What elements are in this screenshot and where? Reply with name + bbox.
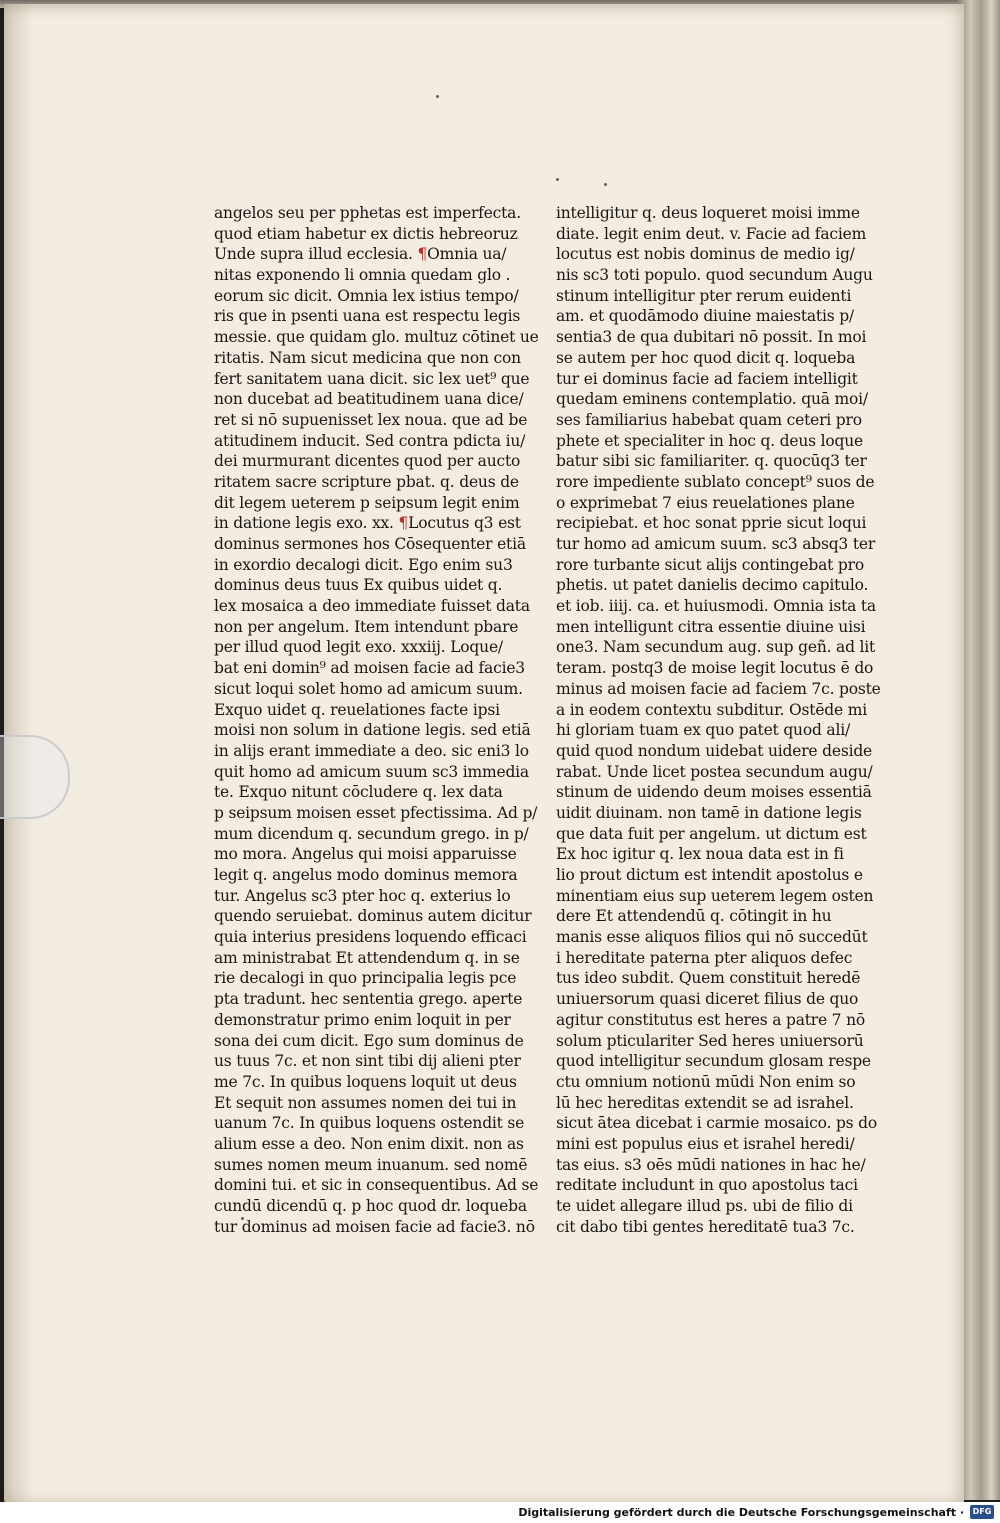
text-line: am ministrabat Et attendendum q. in se [214,948,520,967]
text-line: sicut loqui solet homo ad amicum suum. [214,679,523,698]
text-line: stinum de uidendo deum moises essentiā [556,783,872,802]
text-line: demonstratur primo enim loquit in per [214,1010,511,1029]
text-line: cit dabo tibi gentes hereditatē tua3 7c. [556,1217,855,1236]
text-line: pta tradunt. hec sententia grego. aperte [214,990,523,1009]
book-page-stack [958,0,1000,1500]
text-line: stinum intelligitur pter rerum euidenti [556,286,852,305]
text-line: ris que in psenti uana est respectu legis [214,307,521,326]
text-line: que data fuit per angelum. ut dictum est [556,824,867,843]
text-line: rore turbante sicut alijs contingebat pro [556,555,864,574]
text-line: angelos seu per pphetas est imperfecta. [214,204,521,222]
rubric-mark: ¶ [417,245,428,264]
text-line: p seipsum moisen esset pfectissima. Ad p/ [214,803,538,822]
text-line: ses familiarius habebat quam ceteri pro [556,410,862,429]
text-line: eorum sic dicit. Omnia lex istius tempo/ [214,286,519,305]
text-line: cundū dicendū q. p hoc quod dr. loqueba [214,1197,527,1215]
paper-speck [604,183,607,186]
text-line: dominus deus tuus Ex quibus uidet q. [214,576,503,595]
text-line: nis sc3 toti populo. quod secundum Augu [556,266,873,285]
text-line: batur sibi sic familiariter. q. quocūq3 ter [556,452,867,471]
text-line: quid quod nondum uidebat uidere deside [556,741,873,760]
text-line: phete et specialiter in hoc q. deus loque [556,431,864,450]
text-column-right [556,203,881,1237]
text-line: messie. que quidam glo. multuz cōtinet ue [214,328,539,347]
text-line: ctu omnium notionū mūdi Non enim so [556,1072,856,1091]
text-line: uidit diuinam. non tamē in datione legis [556,803,862,822]
text-line: bat eni domin⁹ ad moisen facie ad facie3 [214,659,525,678]
text-line: Et sequit non assumes nomen dei tui in [214,1093,517,1112]
text-line: solum pticulariter Sed heres uniuersorū [556,1031,864,1050]
text-line: sicut ātea dicebat i carmie mosaico. ps do [556,1114,877,1133]
text-line: dominus sermones hos Cōsequenter etiā [214,535,526,553]
text-line: sumes nomen meum inuanum. sed nomē [214,1155,528,1174]
text-line: dit legem ueterem p seipsum legit enim [214,493,520,512]
text-line: quit homo ad amicum suum sc3 immedia [214,762,529,781]
text-line: phetis. ut patet danielis decimo capitulo. [556,576,869,595]
text-line: me 7c. In quibus loquens loquit ut deus [214,1072,517,1091]
text-line: agitur constitutus est heres a patre 7 nō [556,1010,865,1029]
text-line: a in eodem contextu subditur. Ostēde mi [556,700,867,719]
text-line: in alijs erant immediate a deo. sic eni3 lo [214,741,529,760]
text-line: recipiebat. et hoc sonat pprie sicut loqui [556,514,867,533]
text-line: lex mosaica a deo immediate fuisset data [214,597,530,616]
text-line: minus ad moisen facie ad faciem 7c. poste [556,679,881,698]
text-line: us tuus 7c. et non sint tibi dij alieni pter [214,1052,521,1071]
text-line: quod etiam habetur ex dictis hebreoruz [214,224,518,243]
text-line: locutus est nobis dominus de medio ig/ [556,245,855,264]
text-line: am. et quodāmodo diuine maiestatis p/ [556,307,854,326]
text-line: in datione legis exo. xx. ¶Locutus q3 est [214,514,521,533]
rubric-mark: ¶ [398,514,409,533]
text-line: Ex hoc igitur q. lex noua data est in fi [556,845,844,864]
text-line: uniuersorum quasi diceret filius de quo [556,990,859,1009]
text-line: per illud quod legit exo. xxxiij. Loque/ [214,638,503,657]
text-line: tur. Angelus sc3 pter hoc q. exterius lo [214,886,511,905]
text-line: mum dicendum q. secundum grego. in p/ [214,824,529,843]
text-line: quia interius presidens loquendo efficaci [214,928,527,947]
text-line: diate. legit enim deut. v. Facie ad faciem [556,224,867,243]
text-line: dere Et attendendū q. cōtingit in hu [556,907,832,926]
text-line: tur ei dominus facie ad faciem intelligit [556,369,858,388]
text-line: rabat. Unde licet postea secundum augu/ [556,762,873,781]
text-line: tas eius. s3 oēs mūdi nationes in hac he/ [556,1155,866,1174]
paper-speck [436,95,439,98]
paper-speck [556,178,559,181]
text-line: moisi non solum in datione legis. sed etiā [214,721,531,740]
text-line: hi gloriam tuam ex quo patet quod ali/ [556,721,850,740]
text-line: Exquo uidet q. reuelationes facte ipsi [214,700,500,719]
text-line: dei murmurant dicentes quod per aucto [214,452,521,471]
text-line: men intelligunt citra essentie diuine uisi [556,617,866,636]
text-line: quendo seruiebat. dominus autem dicitur [214,907,532,926]
text-line: o exprimebat 7 eius reuelationes plane [556,493,855,512]
text-line: te. Exquo nitunt cōcludere q. lex data [214,783,503,802]
text-line: mini est populus eius et israhel heredi/ [556,1134,855,1153]
text-line: manis esse aliquos filios qui nō succedūt [556,928,868,947]
text-line: legit q. angelus modo dominus memora [214,866,518,884]
text-line: uanum 7c. In quibus loquens ostendit se [214,1114,525,1133]
text-line: quedam eminens contemplatio. quā moi/ [556,390,868,409]
text-line: domini tui. et sic in consequentibus. Ad se [214,1176,539,1195]
text-line: non ducebat ad beatitudinem uana dice/ [214,390,524,409]
text-line: se autem per hoc quod dicit q. loqueba [556,348,856,367]
text-line: te uidet allegare illud ps. ubi de filio di [556,1197,853,1215]
text-line: tur dominus ad moisen facie ad facie3. nō [214,1217,535,1236]
text-column-left [214,203,539,1237]
text-line: minentiam eius sup ueterem legem osten [556,886,874,905]
text-line: in exordio decalogi dicit. Ego enim su3 [214,555,513,574]
text-line: ritatis. Nam sicut medicina que non con [214,348,521,367]
text-line: quod intelligitur secundum glosam respe [556,1052,871,1071]
text-line: Unde supra illud ecclesia. ¶Omnia ua/ [214,245,507,264]
text-line: i hereditate paterna pter aliquos defec [556,948,853,967]
text-line: rore impediente sublato concept⁹ suos de [556,472,875,491]
text-line: rie decalogi in quo principalia legis pce [214,969,517,988]
text-line: one3. Nam secundum aug. sup geñ. ad lit [556,638,876,657]
text-line: alium esse a deo. Non enim dixit. non as [214,1134,524,1153]
dfg-logo-icon: DFG [970,1505,994,1519]
text-line: teram. postq3 de moise legit locutus ē do [556,659,874,678]
text-line: ritatem sacre scripture pbat. q. deus de [214,472,519,491]
text-line: ret si nō supuenisset lex noua. que ad be [214,410,528,429]
text-line: non per angelum. Item intendunt pbare [214,617,519,636]
text-line: et iob. iiij. ca. et huiusmodi. Omnia ista ta [556,597,876,616]
text-line: mo mora. Angelus qui moisi apparuisse [214,845,517,864]
text-line: nitas exponendo li omnia quedam glo . [214,266,511,285]
text-line: tur homo ad amicum suum. sc3 absq3 ter [556,535,876,553]
text-line: reditate includunt in quo apostolus taci [556,1176,858,1195]
text-line: sentia3 de qua dubitari nō possit. In moi [556,328,867,347]
dfg-credit: Digitalisierung gefördert durch die Deutsche Forschungsgemeinschaft · [518,1506,964,1519]
text-line: sona dei cum dicit. Ego sum dominus de [214,1031,524,1050]
text-line: fert sanitatem uana dicit. sic lex uet⁹ que [214,369,530,388]
text-line: lū hec hereditas extendit se ad israhel. [556,1093,854,1112]
text-line: atitudinem inducit. Sed contra pdicta iu/ [214,431,526,450]
text-line: lio prout dictum est intendit apostolus e [556,866,863,884]
text-line: tus ideo subdit. Quem constituit heredē [556,969,861,988]
text-line: intelligitur q. deus loqueret moisi imme [556,204,860,222]
